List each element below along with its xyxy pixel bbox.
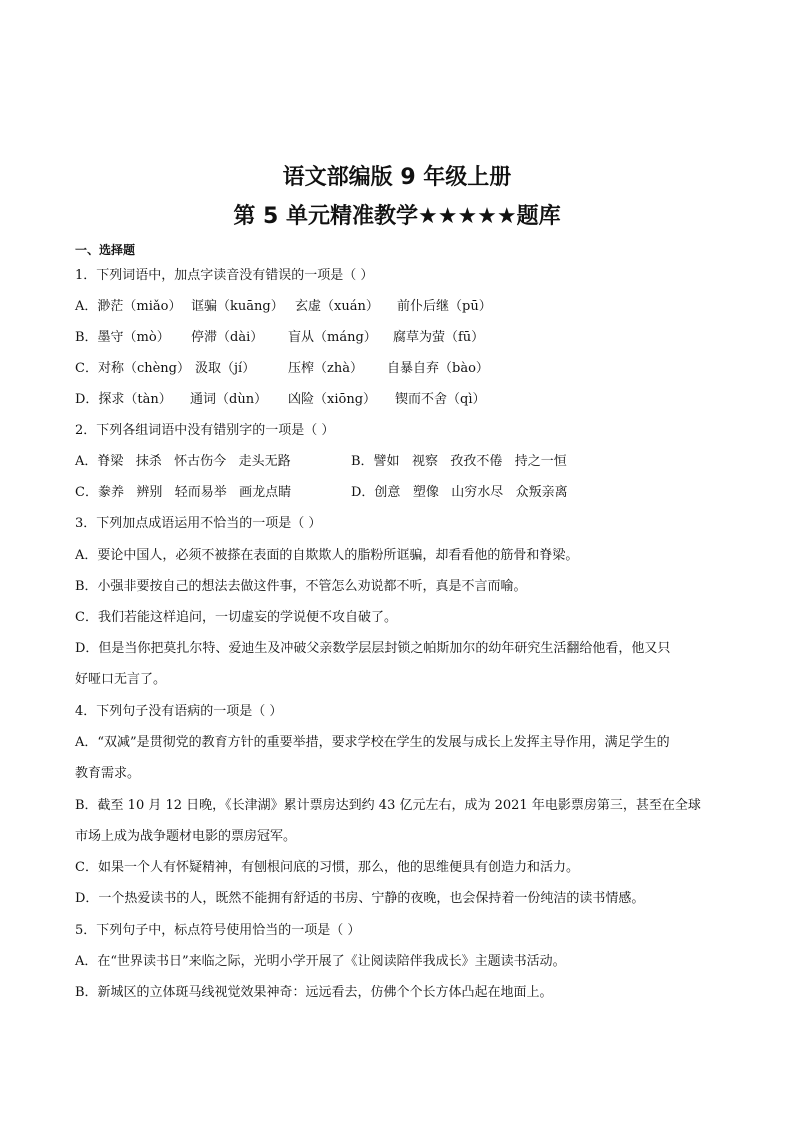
question-3-option-d-continued: 好哑口无言了。 (75, 672, 167, 687)
question-4-option-d: D．一个热爱读书的人，既然不能拥有舒适的书房、宁静的夜晚，也会保持着一份纯洁的读书情感。 (75, 891, 645, 906)
question-4-stem: 4．下列句子没有语病的一项是（ ） (75, 704, 283, 719)
question-4-option-b-continued: 市场上成为战争题材电影的票房冠军。 (75, 829, 297, 844)
question-4-option-a: A．“双减”是贯彻党的教育方针的重要举措，要求学校在学生的发展与成长上发挥主导作用，满足学生的 (75, 735, 670, 750)
question-3-option-b: B．小强非要按自己的想法去做这件事，不管怎么劝说都不听，真是不言而喻。 (75, 579, 527, 594)
question-2-options-cd (75, 483, 725, 503)
question-1-stem: 1．下列词语中，加点字读音没有错误的一项是（ ） (75, 268, 374, 283)
question-4-option-b: B．截至 10 月 12 日晚，《长津湖》累计票房达到约 43 亿元左右，成为 2021 年电影票房第三，甚至在全球 (75, 798, 701, 813)
question-5-option-a: A．在“世界读书日”来临之际，光明小学开展了《让阅读陪伴我成长》主题读书活动。 (75, 954, 566, 969)
option-c-term-3: 压榨（zhà） (288, 361, 363, 376)
question-4-option-c: C．如果一个人有怀疑精神，有刨根问底的习惯，那么，他的思维便具有创造力和活力。 (75, 860, 579, 875)
option-d-term-1: D．探求（tàn） (75, 392, 172, 407)
question-3-stem: 3．下列加点成语运用不恰当的一项是（ ） (75, 516, 322, 531)
option-c-term-1: C．对称（chèng） (75, 361, 190, 376)
question-3-option-d: D．但是当你把莫扎尔特、爱迪生及冲破父亲数学层层封锁之帕斯加尔的幼年研究生活翻给他看，他又只 (75, 641, 671, 656)
question-2-stem: 2．下列各组词语中没有错别字的一项是（ ） (75, 423, 335, 438)
option-b-term-1: B．墨守（mò） (75, 330, 170, 345)
question-4-option-a-continued: 教育需求。 (75, 766, 141, 781)
section-heading: 一、选择题 (75, 243, 136, 257)
question-1-option-a (75, 297, 725, 317)
question-3-option-a: A．要论中国人，必须不被搽在表面的自欺欺人的脂粉所诓骗，却看看他的筋骨和脊梁。 (75, 548, 579, 563)
option-a-term-2: 诓骗（kuāng） (191, 299, 284, 314)
question-5-option-b: B．新城区的立体斑马线视觉效果神奇：远远看去，仿佛个个长方体凸起在地面上。 (75, 985, 553, 1000)
question-3-option-c: C．我们若能这样追问，一切虚妄的学说便不攻自破了。 (75, 610, 397, 625)
page-subtitle: 第 5 单元精准教学★★★★★题库 (233, 204, 561, 229)
question-1-option-c (75, 359, 725, 379)
question-2-option-d: D．创意 塑像 山穷水尽 众叛亲离 (351, 485, 568, 500)
page-title: 语文部编版 9 年级上册 (282, 165, 512, 190)
question-1-option-d (75, 390, 725, 410)
option-a-term-4: 前仆后继（pū） (397, 299, 492, 314)
option-d-term-2: 通词（dùn） (190, 392, 268, 407)
question-2-option-a: A．脊梁 抹杀 怀古伤今 走头无路 (75, 454, 291, 469)
question-2-options-ab (75, 452, 725, 472)
option-b-term-3: 盲从（máng） (288, 330, 377, 345)
option-c-term-4: 自暴自弃（bào） (387, 361, 489, 376)
option-b-term-4: 腐草为萤（fū） (393, 330, 485, 345)
option-a-term-3: 玄虚（xuán） (295, 299, 379, 314)
question-1-option-b (75, 328, 725, 348)
option-c-term-2: 汲取（jí） (195, 361, 256, 376)
option-d-term-3: 凶险（xiōng） (288, 392, 377, 407)
option-b-term-2: 停滞（dài） (191, 330, 264, 345)
question-5-stem: 5．下列句子中，标点符号使用恰当的一项是（ ） (75, 923, 361, 938)
question-2-option-b: B．譬如 视察 孜孜不倦 持之一恒 (351, 454, 567, 469)
question-2-option-c: C．豢养 辨别 轻而易举 画龙点睛 (75, 485, 292, 500)
option-a-term-1: A．渺茫（miǎo） (75, 299, 182, 314)
option-d-term-4: 锲而不舍（qì） (395, 392, 486, 407)
